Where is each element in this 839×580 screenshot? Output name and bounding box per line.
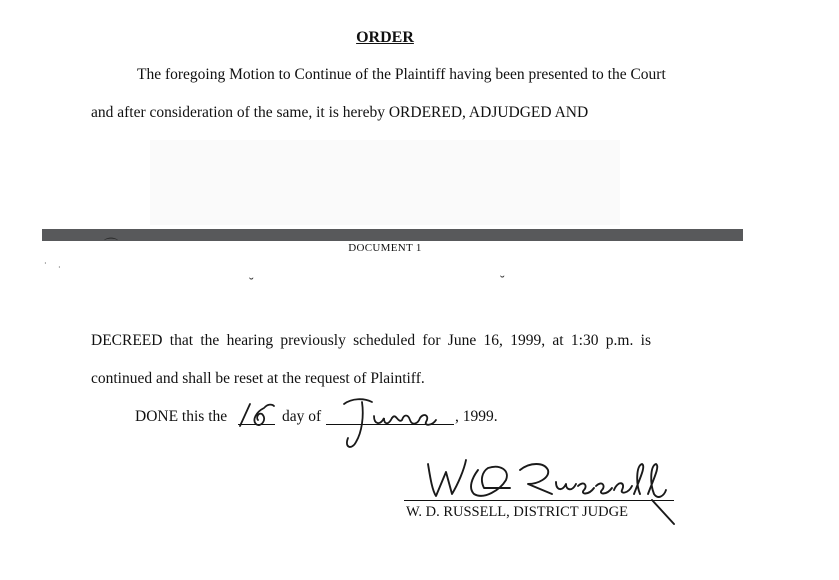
paragraph-line-1: The foregoing Motion to Continue of the Plaintiff having been presented to the Court (137, 66, 666, 83)
scan-speck: ˘ (500, 274, 505, 289)
handwritten-day (240, 404, 274, 426)
paragraph-line-2: and after consideration of the same, it is hereby ORDERED, ADJUDGED AND (91, 104, 589, 121)
divider-label: DOCUMENT 1 (348, 242, 422, 254)
scan-speck: ⌒ (104, 239, 118, 254)
done-prefix: DONE this the (135, 408, 228, 425)
judge-name-title: W. D. RUSSELL, DISTRICT JUDGE (406, 504, 628, 520)
paragraph-line-3: DECREED that the hearing previously scheduled for June 16, 1999, at 1:30 p.m. is (91, 332, 651, 349)
order-title: ORDER (356, 29, 414, 46)
done-suffix: , 1999. (455, 408, 498, 425)
scan-speck: ˘ (249, 276, 254, 291)
scan-speck: · (58, 263, 61, 272)
day-blank-line (238, 424, 275, 425)
done-middle: day of (282, 408, 322, 425)
scan-speck: · (44, 259, 47, 268)
month-blank-line (326, 424, 454, 425)
page-divider-bar (42, 229, 743, 241)
paragraph-line-4: continued and shall be reset at the request of Plaintiff. (91, 370, 425, 387)
scan-bleed-area (150, 140, 620, 225)
signature-line (404, 500, 674, 501)
